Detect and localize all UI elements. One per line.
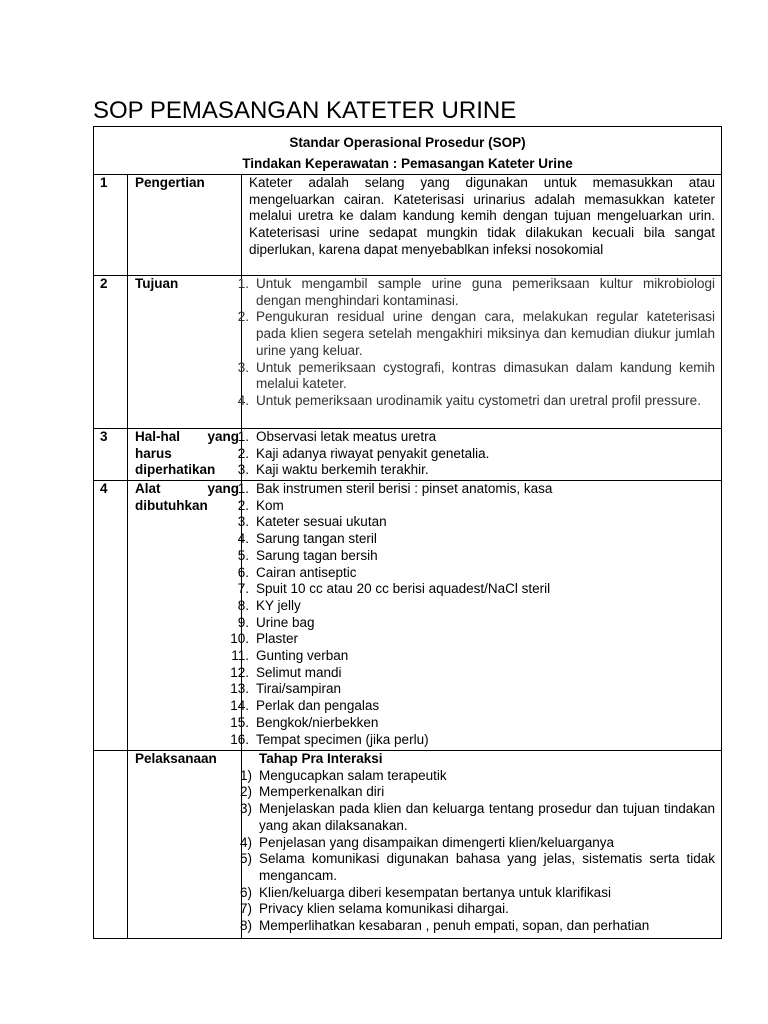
- list-text: Selama komunikasi digunakan bahasa yang jelas, sistematis serta tidak mengancam.: [259, 851, 716, 883]
- list-text: Kaji adanya riwayat penyakit genetalia.: [256, 445, 490, 461]
- table-row: [94, 751, 722, 939]
- label-line: dibutuhkan: [135, 497, 208, 513]
- list-item: [239, 784, 715, 801]
- list-item: [230, 731, 715, 749]
- row-content: [237, 276, 722, 429]
- label-line: Alat yang: [135, 481, 239, 496]
- list-item: [239, 767, 715, 785]
- section-subheading: Tahap Pra Interaksi: [259, 751, 383, 766]
- row-label: [128, 429, 242, 481]
- list-text: Privacy klien selama komunikasi dihargai.: [259, 901, 509, 917]
- list-text: Selimut mandi: [256, 664, 342, 680]
- list-text: Cairan antiseptic: [256, 564, 357, 580]
- row-label: [128, 481, 242, 751]
- list-marker: 10.: [230, 631, 249, 647]
- list-text: Untuk pemeriksaan urodinamik yaitu cystometri dan uretral profil pressure.: [256, 392, 701, 408]
- list-text: Tirai/sampiran: [256, 681, 342, 697]
- list-marker: 11.: [231, 648, 249, 664]
- list-text: Tempat specimen (jika perlu): [256, 731, 429, 747]
- row-number: 3: [94, 429, 128, 481]
- list-item: [239, 918, 715, 935]
- list-marker: 6.: [237, 564, 249, 580]
- list-text: Bengkok/nierbekken: [256, 714, 379, 730]
- list-marker: 8): [239, 918, 252, 934]
- list-item: [237, 531, 715, 548]
- table-row: [94, 175, 722, 276]
- list-item: [237, 497, 715, 515]
- row-content: Kateter adalah selang yang digunakan untuk memasukkan atau mengeluarkan cairan. Kateterisasi urinarius adalah memasukkan kateter melalui uretra ke dalam kandung kemih dengan tujuan mengeluarkan urin. Kateterisasi urine sedapat mungkin tidak dilakukan kecuali bila sangat diperlukan, karena dapat menyebablkan infeksi nosokomial: [242, 175, 722, 276]
- list-item: [237, 597, 715, 615]
- row-number: 1: [94, 175, 128, 276]
- table-header-row: [94, 127, 722, 175]
- list-text: Bak instrumen steril berisi : pinset anatomis, kasa: [256, 481, 553, 496]
- row-label: Tujuan: [128, 276, 242, 429]
- list-item: [239, 884, 715, 902]
- document-title: SOP PEMASANGAN KATETER URINE: [93, 97, 517, 124]
- list-marker: 3.: [237, 514, 249, 530]
- list-text: Gunting verban: [256, 648, 349, 664]
- list-marker: 3.: [237, 359, 249, 375]
- list-item: [237, 429, 715, 446]
- label-line: harus: [135, 445, 172, 461]
- list-text: Observasi letak meatus uretra: [256, 429, 437, 444]
- list-item: [237, 276, 716, 309]
- list-marker: 2): [239, 784, 252, 800]
- list-text: Urine bag: [256, 614, 315, 630]
- list-marker: 16.: [230, 731, 249, 747]
- list-item: [230, 681, 715, 698]
- list-marker: 2.: [237, 497, 249, 513]
- list-item: [237, 445, 715, 463]
- list-text: Perlak dan pengalas: [256, 698, 380, 714]
- list-item: [237, 581, 715, 598]
- list-text: Klien/keluarga diberi kesempatan bertanya untuk klarifikasi: [259, 884, 611, 900]
- list-item: [230, 714, 715, 732]
- table-row: [94, 429, 722, 481]
- list-item: [237, 309, 716, 359]
- list-item: [237, 514, 715, 531]
- list-item: [237, 481, 715, 498]
- list-text: Plaster: [256, 631, 299, 647]
- list-marker: 3.: [237, 462, 249, 478]
- list-text: Penjelasan yang disampaikan dimengerti klien/keluarganya: [259, 834, 614, 850]
- list-item: [231, 648, 715, 665]
- list-text: Untuk pemeriksaan cystografi, kontras dimasukan dalam kandung kemih melalui kateter.: [256, 359, 716, 392]
- list-item: [230, 698, 715, 715]
- list-text: Kateter sesuai ukutan: [256, 514, 387, 530]
- list-marker: 1.: [237, 276, 249, 291]
- header-line-1: Standar Operasional Prosedur (SOP): [289, 135, 526, 150]
- row-content: [237, 429, 722, 481]
- list-text: KY jelly: [256, 597, 301, 613]
- list-marker: 6): [239, 884, 252, 900]
- table-row: [94, 481, 722, 751]
- list-marker: 14.: [230, 698, 249, 714]
- list-item: [237, 564, 715, 582]
- list-marker: 12.: [230, 664, 249, 680]
- row-number: [94, 751, 128, 939]
- list-text: Mengucapkan salam terapeutik: [259, 767, 447, 783]
- list-marker: 9.: [237, 614, 249, 630]
- list-marker: 4): [239, 834, 252, 850]
- list-text: Pengukuran residual urine dengan cara, melakukan regular kateterisasi pada klien segera setelah mengakhiri miksinya dan kemudian diukur jumlah urine yang keluar.: [256, 309, 716, 358]
- list-item: [237, 462, 715, 479]
- list-item: [239, 851, 716, 884]
- list-item: [237, 547, 715, 565]
- list-item: [237, 614, 715, 632]
- row-number: 2: [94, 276, 128, 429]
- list-item: [237, 392, 715, 410]
- list-marker: 7.: [237, 581, 249, 597]
- list-marker: 5.: [237, 547, 249, 563]
- list-marker: 4.: [237, 531, 249, 547]
- list-item: [237, 359, 716, 393]
- list-item: [239, 801, 716, 834]
- list-marker: 3): [239, 801, 252, 817]
- list-marker: 4.: [237, 392, 249, 408]
- list-marker: 1): [239, 767, 252, 783]
- row-content: [230, 481, 722, 751]
- row-content: [239, 751, 722, 939]
- list-text: Sarung tangan steril: [256, 531, 377, 547]
- list-text: Menjelaskan pada klien dan keluarga tentang prosedur dan tujuan tindakan yang akan dilaksanakan.: [259, 801, 716, 833]
- list-item: [239, 901, 715, 918]
- list-text: Kaji waktu berkemih terakhir.: [256, 462, 429, 478]
- list-marker: 1.: [237, 481, 249, 496]
- list-marker: 8.: [237, 597, 249, 613]
- list-marker: 1.: [237, 429, 249, 444]
- list-text: Kom: [256, 497, 284, 513]
- table-row: [94, 276, 722, 429]
- list-marker: 15.: [230, 714, 249, 730]
- list-text: Untuk mengambil sample urine guna pemeriksaan kultur mikrobiologi dengan menghindari kontaminasi.: [256, 276, 716, 308]
- header-line-2: Tindakan Keperawatan : Pemasangan Kateter Urine: [242, 156, 573, 171]
- list-item: [239, 834, 715, 852]
- list-text: Memperlihatkan kesabaran , penuh empati, sopan, dan perhatian: [259, 918, 650, 934]
- list-text: Spuit 10 cc atau 20 cc berisi aquadest/NaCl steril: [256, 581, 551, 597]
- list-item: [230, 631, 715, 648]
- row-number: 4: [94, 481, 128, 751]
- sop-table: [93, 126, 722, 939]
- list-marker: 5): [239, 851, 252, 867]
- table-header: [94, 127, 722, 175]
- list-item: [230, 664, 715, 682]
- list-marker: 7): [239, 901, 252, 917]
- list-marker: 13.: [230, 681, 249, 697]
- list-marker: 2.: [237, 309, 249, 325]
- list-text: Sarung tagan bersih: [256, 547, 378, 563]
- label-line: Hal-hal yang: [135, 429, 239, 444]
- row-label: Pengertian: [128, 175, 242, 276]
- row-label: Pelaksanaan: [128, 751, 242, 939]
- list-marker: 2.: [237, 445, 249, 461]
- list-text: Memperkenalkan diri: [259, 784, 385, 800]
- label-line: diperhatikan: [135, 462, 216, 478]
